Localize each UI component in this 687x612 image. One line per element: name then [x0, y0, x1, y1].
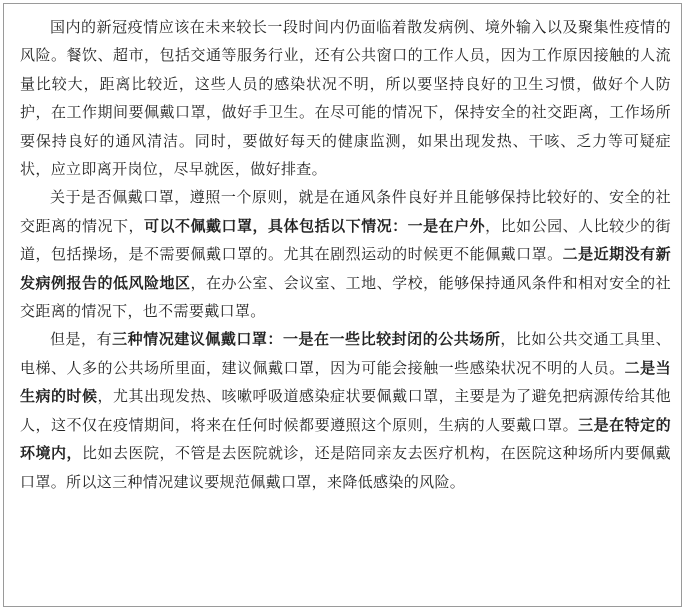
bold-text-run: 三是在特定的环境内，: [20, 415, 671, 463]
paragraph-2: [20, 183, 671, 325]
text-run: ，在办公室、会议室、工地、学校，能够保持通风条件和相对安全的社交距离的情况下，也不需要戴口罩。: [20, 273, 671, 321]
text-run: ，尤其出现发热、咳嗽呼吸道感染症状要佩戴口罩，主要是为了避免把病源传给其他人，这不仅在疫情期间，将来在任何时候都要遵照这个原则，生病的人要戴口罩。: [20, 387, 671, 434]
bold-text-run: 二是近期没有新发病例报告的低风险地区: [20, 245, 671, 292]
bold-text-run: 三种情况建议佩戴口罩：一是在一些比较封闭的公共场所: [112, 330, 501, 349]
article-body: [20, 13, 671, 496]
paragraph-1: [20, 13, 671, 183]
text-run: ，比如公园、人比较少的街道，包括操场，是不需要佩戴口罩的。尤其在剧烈运动的时候更不能佩戴口罩。: [20, 216, 671, 264]
text-run: ，比如公共交通工具里、电梯、人多的公共场所里面，建议佩戴口罩，因为可能会接触一些感染状况不明的人员。: [20, 330, 671, 377]
bold-text-run: 二是当生病的时候: [20, 358, 671, 406]
paragraph-3: [20, 325, 671, 495]
text-run: 关于是否佩戴口罩，遵照一个原则，就是在通风条件良好并且能够保持比较好的、安全的社交距离的情况下，: [20, 188, 671, 235]
article-frame: [3, 3, 682, 607]
text-run: 比如去医院，不管是去医院就诊，还是陪同亲友去医疗机构，在医院这种场所内要佩戴口罩。所以这三种情况建议要规范佩戴口罩，来降低感染的风险。: [20, 444, 671, 491]
text-run: 国内的新冠疫情应该在未来较长一段时间内仍面临着散发病例、境外输入以及聚集性疫情的风险。餐饮、超市，包括交通等服务行业，还有公共窗口的工作人员，因为工作原因接触的人流量比较大，距离比较近，这些人员的感染状况不明，所以要坚持良好的卫生习惯，做好个人防护，在工作期间要佩戴口罩，做好手卫生。在尽可能的情况下，保持安全的社交距离，工作场所要保持良好的通风清洁。同时，要做好每天的健康监测，如果出现发热、干咳、乏力等可疑症状，应立即离开岗位，尽早就医，做好排查。: [20, 18, 671, 179]
bold-text-run: 可以不佩戴口罩，具体包括以下情况：一是在户外: [144, 216, 486, 235]
text-run: 但是，有: [50, 330, 113, 349]
